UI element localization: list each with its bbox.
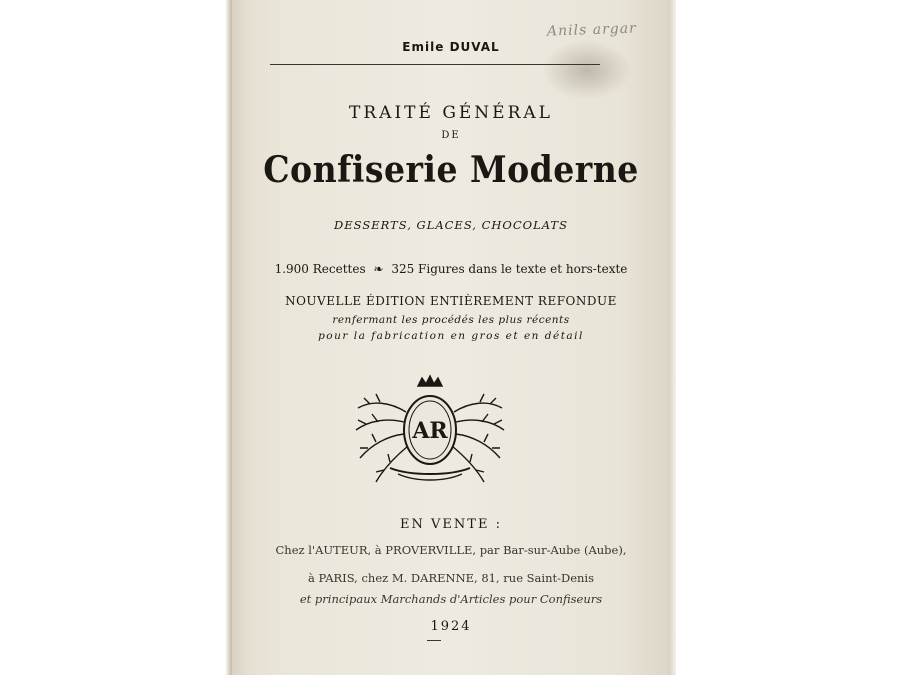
publisher-monogram-emblem bbox=[350, 372, 510, 492]
sale-address-author: Chez l'AUTEUR, à PROVERVILLE, par Bar-sur-Aube (Aube), bbox=[275, 543, 627, 557]
main-title: Confiserie Moderne bbox=[263, 149, 639, 191]
sale-heading: EN VENTE : bbox=[400, 517, 502, 532]
procedes-line1: renfermant les procédés les plus récents bbox=[332, 314, 570, 326]
page-right-edge bbox=[668, 0, 676, 675]
pencil-inscription: Anils argar bbox=[546, 20, 638, 40]
title-line2: DE bbox=[441, 130, 461, 141]
fleuron-icon: ❧ bbox=[373, 262, 384, 276]
sale-address-paris: à PARIS, chez M. DARENNE, 81, rue Saint-Denis bbox=[308, 571, 594, 585]
edition-statement: NOUVELLE ÉDITION ENTIÈREMENT REFONDUE bbox=[285, 294, 617, 308]
author-name bbox=[232, 40, 670, 54]
header-rule bbox=[270, 64, 600, 65]
figures-count: 325 Figures dans le texte et hors-texte bbox=[391, 262, 628, 276]
publication-year: 1924 bbox=[430, 619, 472, 634]
sale-merchants: et principaux Marchands d'Articles pour Confiseurs bbox=[299, 592, 603, 606]
title-page bbox=[232, 0, 670, 675]
title-line1: TRAITÉ GÉNÉRAL bbox=[349, 103, 553, 123]
monogram-letters: AR bbox=[412, 418, 448, 444]
procedes-line2: pour la fabrication en gros et en détail bbox=[318, 330, 584, 342]
author-last-name: DUVAL bbox=[449, 40, 500, 54]
recipes-figures-line bbox=[232, 262, 670, 276]
author-first-name: Emile bbox=[402, 40, 445, 54]
bottom-dash bbox=[427, 640, 441, 641]
subtitle: DESSERTS, GLACES, CHOCOLATS bbox=[334, 218, 568, 232]
recipes-count: 1.900 Recettes bbox=[274, 262, 366, 276]
